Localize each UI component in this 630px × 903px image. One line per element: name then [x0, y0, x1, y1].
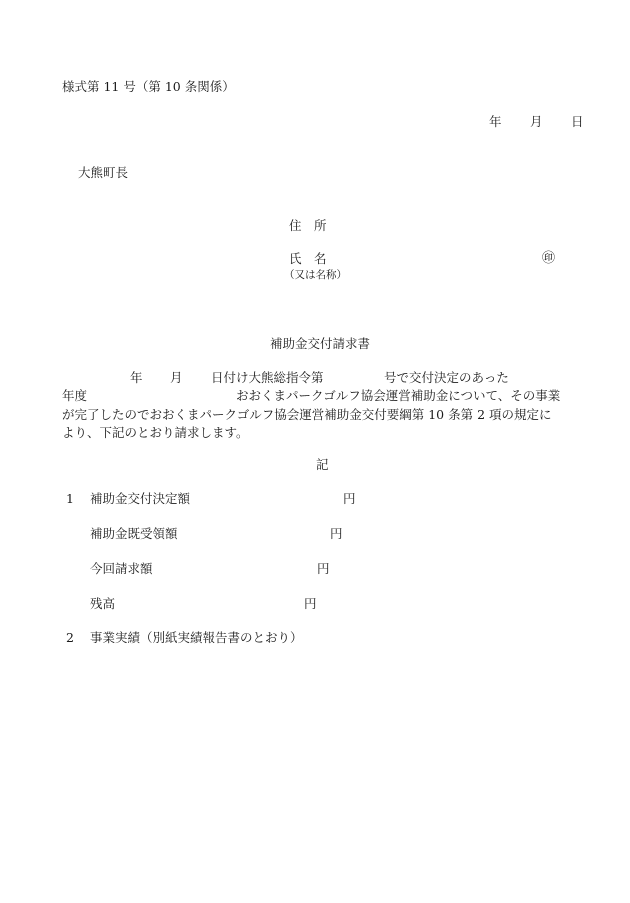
item-2-number: 2 [66, 630, 74, 645]
item-unit: 円 [317, 561, 330, 576]
item-label: 補助金交付決定額 [90, 491, 191, 506]
ki-heading: 記 [316, 457, 329, 472]
body-line-2-fiscal-year: 年度 [62, 388, 88, 403]
item-2-label: 事業実績（別紙実績報告書のとおり） [90, 630, 303, 645]
date-year: 年 [489, 114, 502, 129]
body-line-4: より、下記のとおり請求します。 [62, 425, 249, 440]
body-line-1-year: 年 [130, 370, 143, 385]
address-label: 住 所 [289, 218, 327, 233]
body-line-1-text: 日付け大熊総指令第 [211, 370, 324, 385]
body-line-3: が完了したのでおおくまパークゴルフ協会運営補助金交付要綱第 10 条第 2 項の規定に [62, 407, 552, 422]
item-unit: 円 [304, 596, 317, 611]
item-unit: 円 [330, 526, 343, 541]
body-line-2 [62, 388, 588, 406]
document-title: 補助金交付請求書 [270, 336, 371, 351]
item-label: 残高 [90, 596, 116, 611]
body-line-1 [62, 370, 588, 388]
body-line-2-text: おおくまパークゴルフ協会運営補助金について、その事業 [236, 388, 561, 403]
body-line-1-month: 月 [170, 370, 183, 385]
addressee: 大熊町長 [78, 165, 129, 180]
date-day: 日 [571, 114, 584, 129]
form-number: 様式第 11 号（第 10 条関係） [62, 79, 235, 94]
item-label: 今回請求額 [90, 561, 153, 576]
seal-mark: ㊞ [542, 251, 556, 266]
item-label: 補助金既受領額 [90, 526, 178, 541]
name-note: （又は名称） [284, 269, 347, 281]
body-line-1-no: 号で交付決定のあった [384, 370, 509, 385]
name-label: 氏 名 [289, 251, 327, 266]
item-unit: 円 [343, 491, 356, 506]
item-number: 1 [66, 491, 74, 506]
body-paragraph [62, 370, 588, 442]
date-month: 月 [530, 114, 543, 129]
